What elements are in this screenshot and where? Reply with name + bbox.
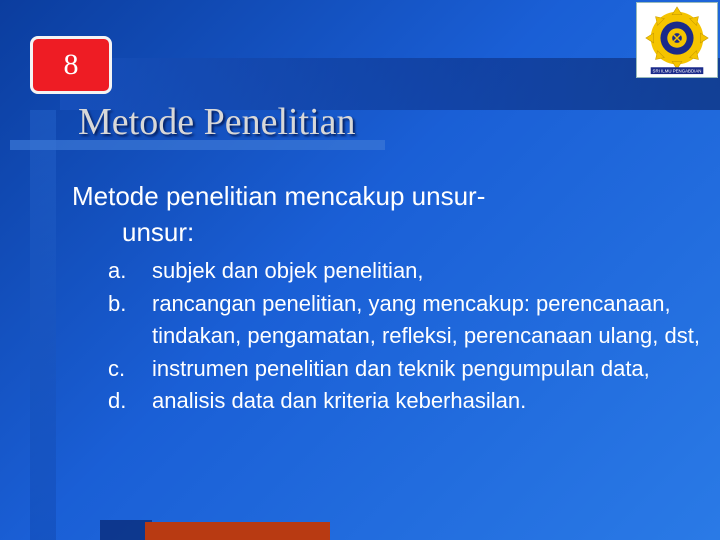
logo-emblem-icon [637,3,717,77]
intro-line-1: Metode penelitian mencakup unsur- [72,181,486,211]
list-item-text: analisis data dan kriteria keberhasilan. [152,388,527,413]
list-marker: d. [108,388,127,413]
list-item [108,255,708,288]
list-marker: c. [108,355,126,381]
list-item [108,353,708,386]
list-item-text: subjek dan objek penelitian, [152,258,424,283]
bottom-accent-bar [145,522,330,540]
slide-number-badge [30,36,112,94]
list-item [108,385,708,418]
list-marker: b. [108,290,127,316]
method-elements-list [108,255,708,418]
intro-line-2: unsur: [122,217,195,247]
slide-title: Metode Penelitian [78,101,356,143]
university-logo [636,2,718,78]
list-item-text: rancangan penelitian, yang mencakup: perencanaan, tindakan, pengamatan, refleksi, perencanaan ulang, dst, [152,290,700,348]
svg-text:SRI ILMU PENGABDIAN: SRI ILMU PENGABDIAN [652,68,702,74]
slide-number: 8 [63,48,79,81]
list-item [108,288,708,353]
left-decor-bar [30,110,56,540]
intro-text [72,178,632,250]
list-item-text: instrumen penelitian dan teknik pengumpulan data, [152,355,650,381]
list-marker: a. [108,258,127,283]
